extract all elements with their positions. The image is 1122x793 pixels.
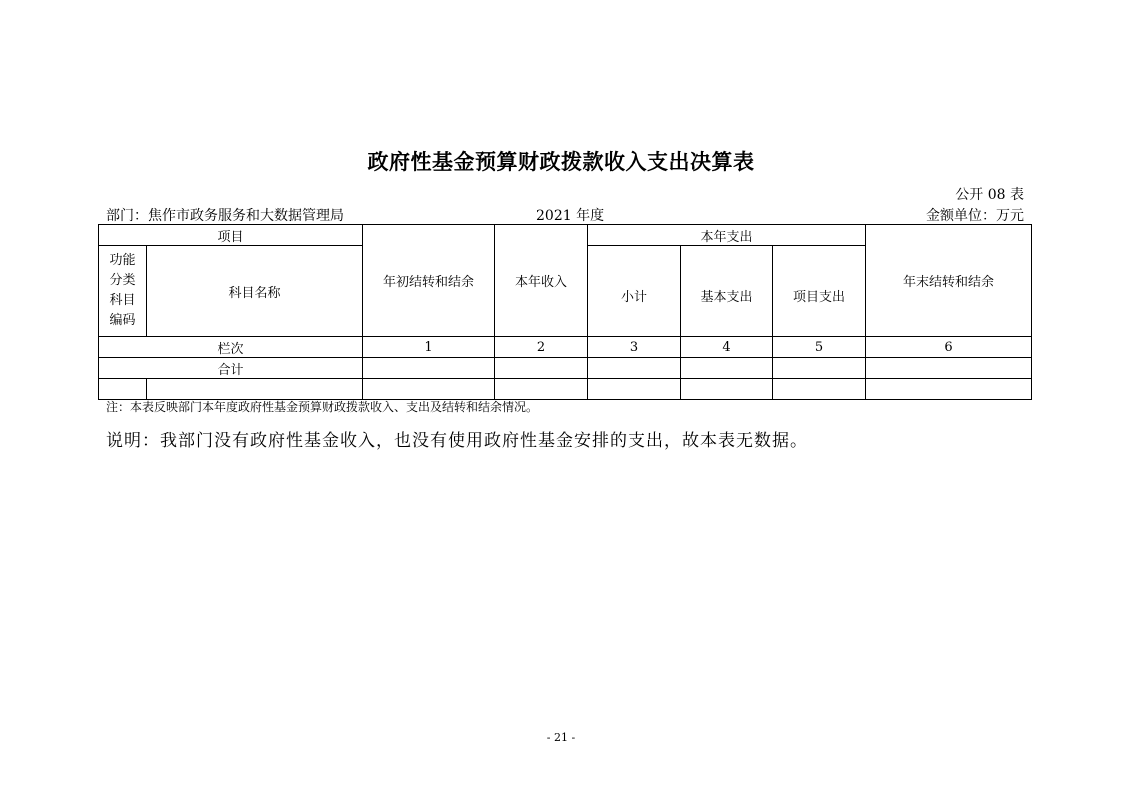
- report-table: [98, 224, 1032, 400]
- header-expense-group: 本年支出: [588, 225, 866, 246]
- header-end-balance: 年末结转和结余: [866, 225, 1032, 337]
- department-label: 部门：焦作市政务服务和大数据管理局: [106, 208, 344, 224]
- page-number: - 21 -: [546, 731, 576, 744]
- year-label: 2021 年度: [536, 208, 605, 224]
- empty-row: [99, 379, 1032, 400]
- unit-label: 金额单位：万元: [926, 208, 1024, 224]
- header-subtotal: 小计: [588, 246, 681, 337]
- table-cell: [773, 358, 866, 379]
- header-row-1: [99, 225, 1032, 246]
- header-func-code-line: 功能: [109, 253, 136, 268]
- total-row: [99, 358, 1032, 379]
- table-cell: [588, 358, 681, 379]
- header-subject-name: 科目名称: [147, 246, 363, 337]
- report-meta: [106, 205, 1024, 223]
- column-number-cell: 4: [681, 337, 773, 358]
- header-func-code-line: 编码: [109, 313, 136, 328]
- table-cell: [588, 379, 681, 400]
- column-number-row: [99, 337, 1032, 358]
- table-cell: [99, 379, 147, 400]
- header-func-code-line: 分类: [109, 273, 136, 288]
- column-number-cell: 6: [866, 337, 1032, 358]
- table-cell: [866, 379, 1032, 400]
- header-func-code: [99, 246, 147, 337]
- table-cell: [866, 358, 1032, 379]
- header-income: 本年收入: [495, 225, 588, 337]
- header-project-expense: 项目支出: [773, 246, 866, 337]
- header-item: 项目: [99, 225, 363, 246]
- table-cell: [681, 379, 773, 400]
- table-cell: [773, 379, 866, 400]
- table-cell: [681, 358, 773, 379]
- form-code: 公开 08 表: [955, 187, 1024, 203]
- column-number-cell: 2: [495, 337, 588, 358]
- page-title: 政府性基金预算财政拨款收入支出决算表: [367, 150, 755, 174]
- explanation-text: 说明：我部门没有政府性基金收入，也没有使用政府性基金安排的支出，故本表无数据。: [106, 431, 808, 451]
- column-number-cell: 1: [363, 337, 495, 358]
- column-number-cell: 5: [773, 337, 866, 358]
- column-number-cell: 3: [588, 337, 681, 358]
- total-label: 合计: [99, 358, 363, 379]
- header-func-code-line: 科目: [109, 293, 136, 308]
- table-cell: [363, 358, 495, 379]
- header-basic-expense: 基本支出: [681, 246, 773, 337]
- table-cell: [495, 379, 588, 400]
- table-note: 注：本表反映部门本年度政府性基金预算财政拨款收入、支出及结转和结余情况。: [106, 400, 539, 414]
- table-cell: [495, 358, 588, 379]
- column-number-label: 栏次: [99, 337, 363, 358]
- header-begin-balance: 年初结转和结余: [363, 225, 495, 337]
- table-cell: [363, 379, 495, 400]
- table-cell: [147, 379, 363, 400]
